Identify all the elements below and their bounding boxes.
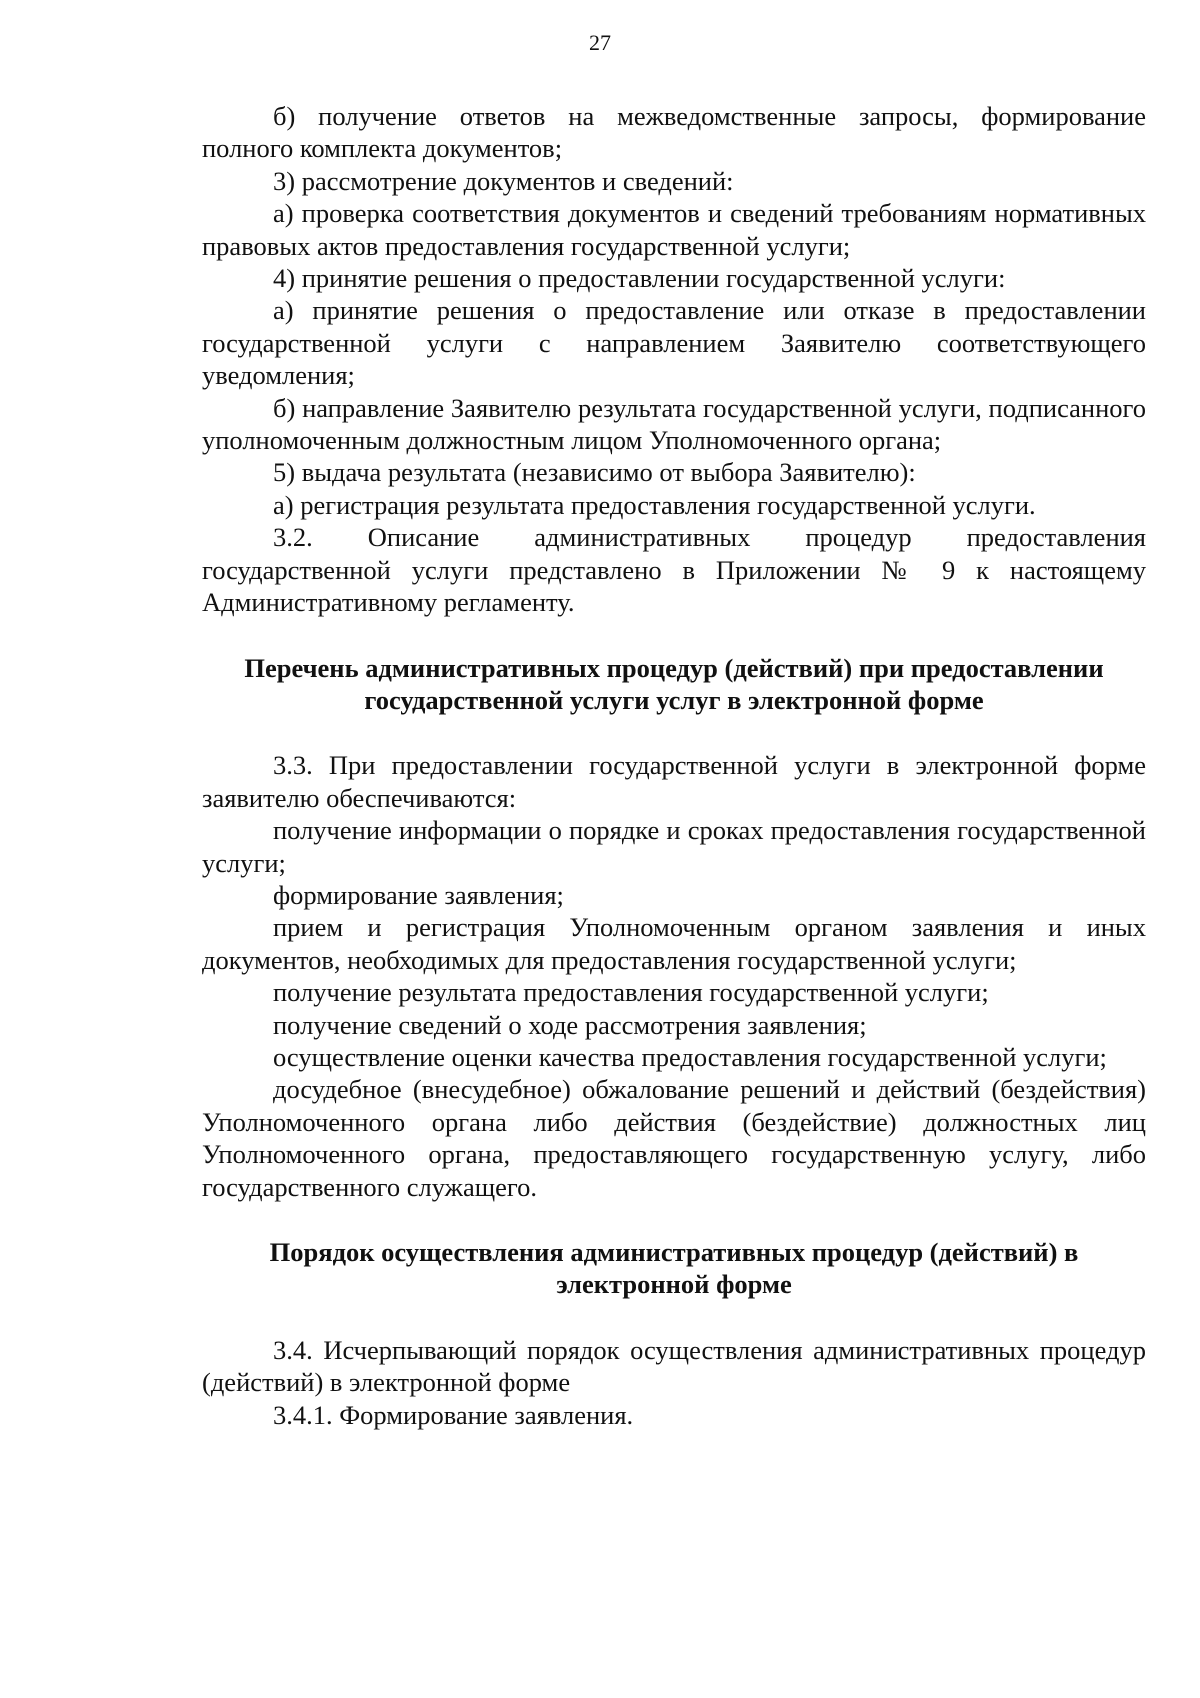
- heading-line: государственной услуги услуг в электронной форме: [364, 684, 984, 715]
- spacer: [202, 716, 1146, 749]
- section-heading: [202, 1236, 1146, 1301]
- paragraph: осуществление оценки качества предоставления государственной услуги;: [273, 1041, 1107, 1072]
- paragraph: 5) выдача результата (независимо от выбора Заявителю):: [273, 457, 916, 488]
- paragraph: 3.4. Исчерпывающий порядок осуществления административных процедур (действий) в электронной форме: [202, 1334, 1146, 1398]
- paragraph: досудебное (внесудебное) обжалование решений и действий (бездействия) Уполномоченного органа либо действия (бездействие) должностных лиц Уполномоченного органа, предоставляющего государственную услугу, либо государственного служащего.: [202, 1074, 1146, 1202]
- paragraph: 4) принятие решения о предоставлении государственной услуги:: [273, 263, 1006, 294]
- paragraph: 3.2. Описание административных процедур предоставления государственной услуги представлено в Приложении № 9 к настоящему Административному регламенту.: [202, 522, 1146, 618]
- paragraph: прием и регистрация Уполномоченным органом заявления и иных документов, необходимых для предоставления государственной услуги;: [202, 912, 1146, 975]
- section-heading: [202, 652, 1146, 717]
- heading-line: электронной форме: [556, 1269, 792, 1300]
- paragraph: б) получение ответов на межведомственные запросы, формирование полного комплекта документов;: [202, 101, 1146, 164]
- paragraph: 3.3. При предоставлении государственной услуги в электронной форме заявителю обеспечиваются:: [202, 750, 1146, 813]
- paragraph: а) принятие решения о предоставление или отказе в предоставлении государственной услуги с направлением Заявителю соответствующего уведомления;: [202, 295, 1146, 391]
- paragraph: а) регистрация результата предоставления государственной услуги.: [273, 489, 1036, 520]
- paragraph: получение результата предоставления государственной услуги;: [273, 977, 989, 1008]
- paragraph: получение сведений о ходе рассмотрения заявления;: [273, 1009, 867, 1040]
- paragraph: 3.4.1. Формирование заявления.: [273, 1399, 634, 1430]
- heading-line: Перечень административных процедур (действий) при предоставлении: [244, 652, 1104, 683]
- page-number: 27: [589, 30, 611, 55]
- paragraph: получение информации о порядке и сроках предоставления государственной услуги;: [202, 815, 1146, 878]
- paragraph: б) направление Заявителю результата государственной услуги, подписанного уполномоченным должностным лицом Уполномоченного органа;: [202, 392, 1146, 456]
- paragraph: а) проверка соответствия документов и сведений требованиям нормативных правовых актов предоставления государственной услуги;: [202, 198, 1146, 261]
- spacer: [202, 619, 1146, 652]
- paragraph: 3) рассмотрение документов и сведений:: [273, 165, 734, 196]
- paragraph: формирование заявления;: [273, 879, 564, 910]
- document-body: [202, 100, 1146, 1431]
- spacer: [202, 1203, 1146, 1236]
- heading-line: Порядок осуществления административных процедур (действий) в: [269, 1237, 1079, 1267]
- spacer: [202, 1301, 1146, 1334]
